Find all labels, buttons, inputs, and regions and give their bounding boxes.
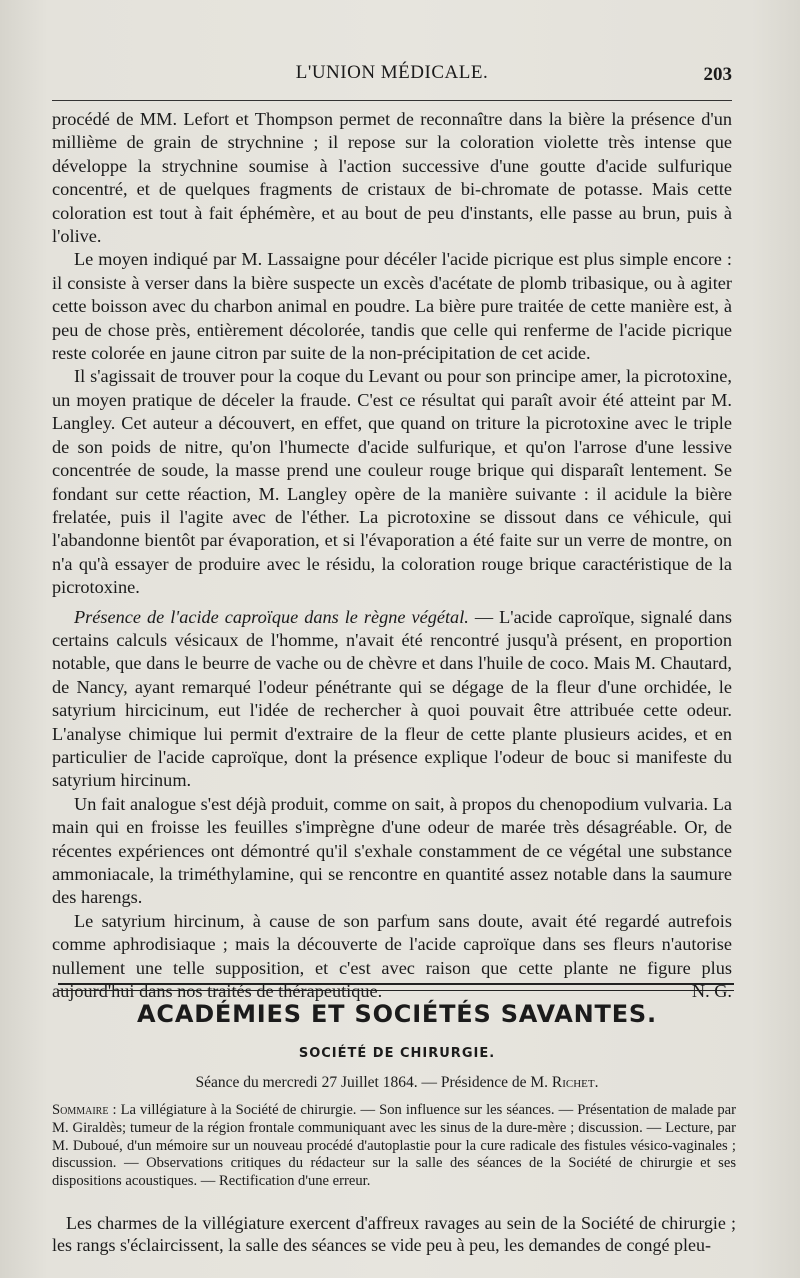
- satyrium-text: Le satyrium hircinum, à cause de son parfum sans doute, avait été regardé autrefois comme aphrodisiaque ; mais la découverte de l'acide caproïque dans ses fleurs n'autorise nullement une telle supposition, et c'est avec raison que cette plante ne figure plus aujourd'hui dans nos traités de thérapeutique.: [52, 910, 732, 1002]
- paragraph-caproic-acid: [52, 606, 732, 793]
- section-title: ACADÉMIES ET SOCIÉTÉS SAVANTES.: [137, 1000, 657, 1028]
- paragraph-villegiature: Les charmes de la villégiature exercent d'affreux ravages au sein de la Société de chirurgie ; les rangs s'éclaircissent, la salle des séances se vide peu à peu, les demandes de congé pleu-: [52, 1213, 736, 1255]
- paragraph-picric-acid: Le moyen indiqué par M. Lassaigne pour décéler l'acide picrique est plus simple encore : il consiste à verser dans la bière suspecte un excès d'acétate de plomb tribasique, ou à agiter cette boisson avec du charbon animal en poudre. La bière pure traitée de cette manière est, à peu de chose près, entièrement décolorée, tandis que celle qui renferme de l'acide picrique reste colorée en jaune citron par suite de la non-précipitation de cet acide.: [52, 249, 732, 364]
- session-president: Richet.: [551, 1074, 599, 1091]
- running-title: L'UNION MÉDICALE.: [295, 62, 489, 83]
- session-text: Séance du mercredi 27 Juillet 1864. — Présidence de M.: [195, 1074, 549, 1091]
- paragraph-strychnine: procédé de MM. Lefort et Thompson permet de reconnaître dans la bière la présence d'un millième de grain de strychnine ; il repose sur la coloration violette très intense que développe la strychnine soumise à l'action successive d'une goutte d'acide sulfurique concentré, et de quelques fragments de cristaux de bi-chromate de potasse. Mais cette coloration est tout à fait éphémère, et au bout de peu d'instants, elle passe au brun, puis à l'olive.: [52, 109, 732, 247]
- summary-text: La villégiature à la Société de chirurgie. — Son influence sur les séances. — Présentation de malade par M. Giraldès; tumeur de la région frontale communiquant avec les sinus de la dure-mère ; discussion. — Lecture, par M. Duboué, d'un mémoire sur un nouveau procédé d'autoplastie pour la cure radicale des fistules vésico-vaginales ; discussion. — Observations critiques du rédacteur sur la salle des séances de la Société de chirurgie et ses dispositions acoustiques. — Rectification d'une erreur.: [52, 1102, 736, 1190]
- section-divider: [58, 983, 734, 991]
- session-summary: [52, 1102, 736, 1191]
- author-signature: N. G.: [691, 981, 732, 1002]
- session-line: [52, 1074, 742, 1092]
- article-body: [52, 108, 732, 1003]
- header-rule: [52, 100, 732, 101]
- caproic-acid-heading: Présence de l'acide caproïque dans le règne végétal.: [74, 606, 469, 627]
- paragraph-picrotoxine: Il s'agissait de trouver pour la coque du Levant ou pour son principe amer, la picrotoxine, un moyen pratique de déceler la fraude. C'est ce résultat qui paraît avoir été atteint par M. Langley. Cet auteur a découvert, en effet, que quand on triture la picrotoxine avec le triple de son poids de nitre, qu'on l'humecte d'acide sulfurique, et qu'on l'arrose d'une lessive concentrée de soude, la masse prend une couleur rouge brique qui disparaît lentement. Se fondant sur cette réaction, M. Langley opère de la manière suivante : il acidule la bière frelatée, puis il l'agite avec de l'éther. La picrotoxine se dissout dans ce véhicule, qui l'abandonne bientôt par évaporation, et si l'évaporation a été faite sur un verre de montre, on n'a qu'à essayer de produire avec le résidu, la coloration rouge brique caractéristique de la picrotoxine.: [52, 366, 732, 598]
- summary-label: Sommaire :: [52, 1102, 117, 1118]
- society-heading: SOCIÉTÉ DE CHIRURGIE.: [298, 1046, 496, 1061]
- page-header: [52, 62, 732, 88]
- caproic-acid-text: — L'acide caproïque, signalé dans certains calculs vésicaux de l'homme, n'avait été rencontré jusqu'à présent, en proportion notable, que dans le beurre de vache ou de chèvre et dans l'huile de coco. Mais M. Chautard, de Nancy, ayant remarqué l'odeur pénétrante qui se dégage de la fleur d'une orchidée, le satyrium hircicinum, eut l'idée de rechercher à quoi pouvait être attribuée cette odeur. L'analyse chimique lui permit d'extraire de la fleur de cette plante plusieurs acides, et en particulier de l'acide caproïque, dont la présence explique l'odeur de bouc si manifeste du satyrium hircinum.: [52, 606, 733, 791]
- page-number: 203: [703, 64, 732, 85]
- paragraph-chenopodium: Un fait analogue s'est déjà produit, comme on sait, à propos du chenopodium vulvaria. La main qui en froisse les feuilles s'imprègne d'une odeur de marée très désagréable. Or, de récentes expériences ont démontré qu'il s'exhale constamment de ce végétal une substance ammoniacale, la triméthylamine, qui se rencontre en quantité assez notable dans la saumure des harengs.: [52, 793, 732, 908]
